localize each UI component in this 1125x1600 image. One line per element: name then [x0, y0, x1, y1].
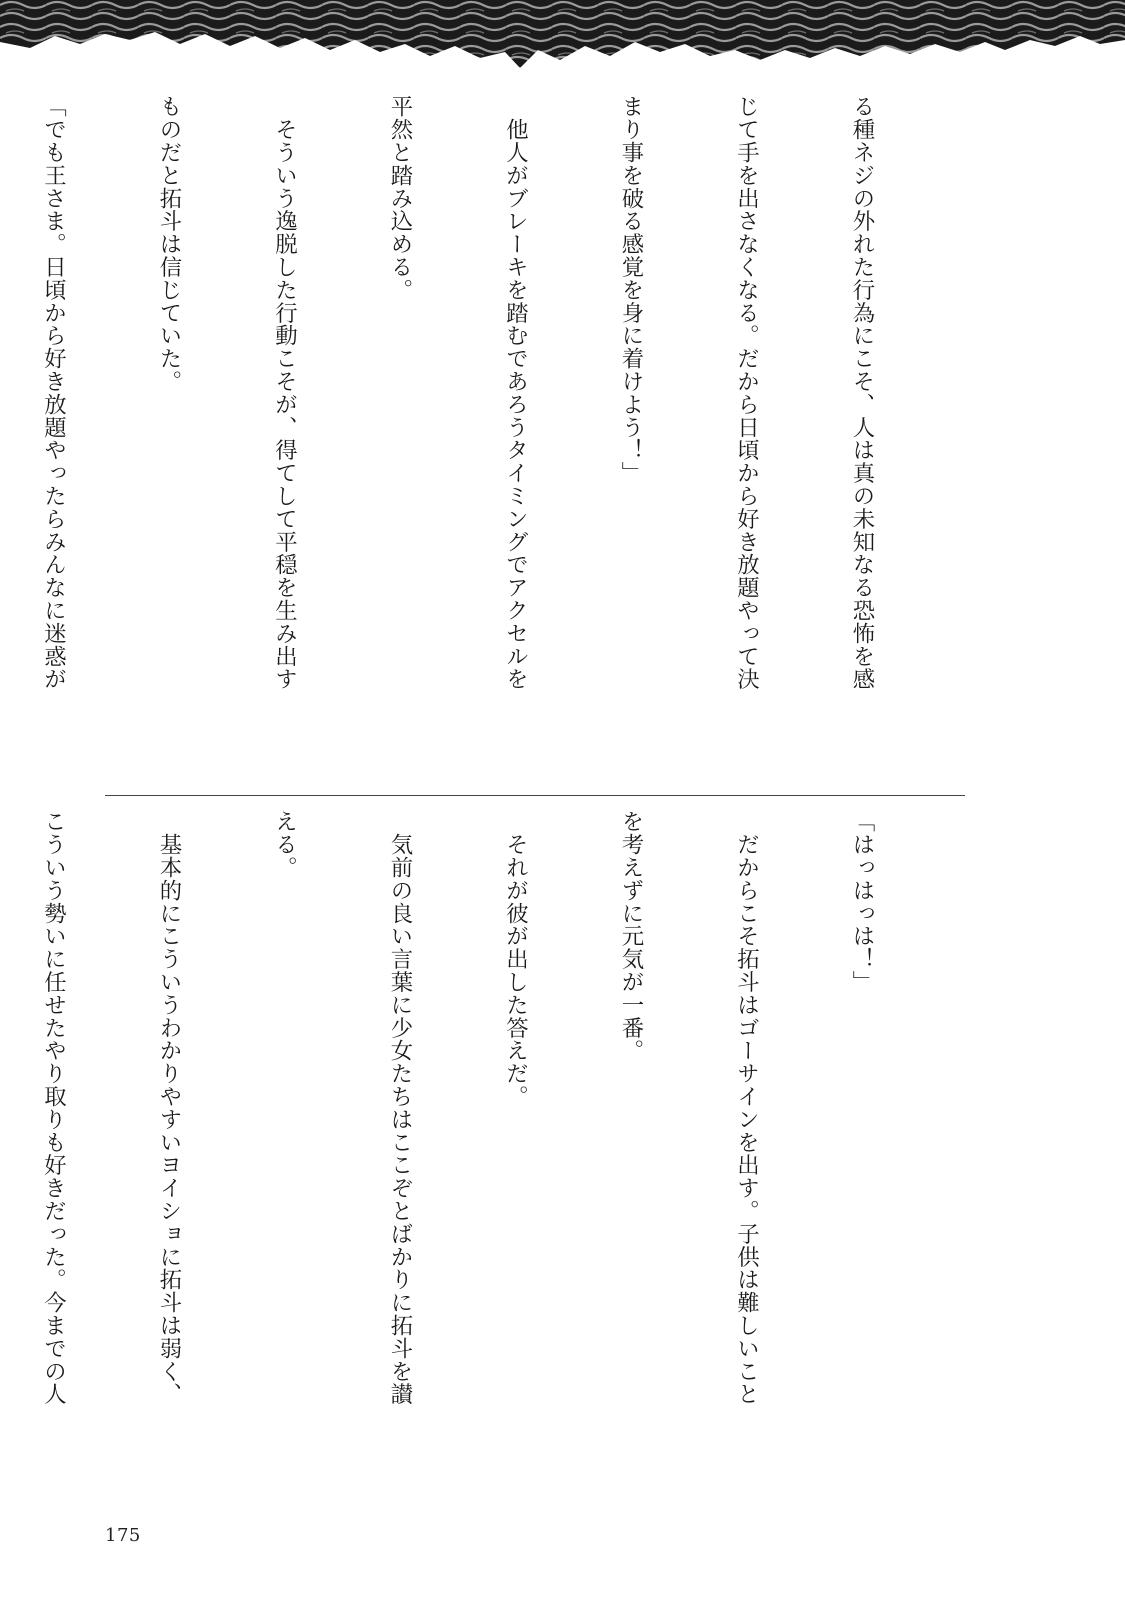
text-line: だからこそ拓斗はゴーサインを出す。子供は難しいこと: [733, 810, 760, 1406]
text-line: 他人がブレーキを踏むであろうタイミングでアクセルを: [502, 95, 529, 691]
text-line: える。: [271, 810, 298, 879]
text-line: る種ネジの外れた行為にこそ、人は真の未知なる恐怖を感: [849, 95, 875, 691]
page-number: 175: [105, 1525, 141, 1546]
text-line: こういう勢いに任せたやり取りも好きだった。今までの人: [40, 810, 67, 1406]
text-line: を考えずに元気が一番。: [618, 810, 644, 1062]
text-line: ものだと拓斗は信じていた。: [156, 95, 182, 393]
text-line: 気前の良い言葉に少女たちはここぞとばかりに拓斗を讃: [387, 810, 413, 1406]
text-line: 基本的にこういうわかりやすいヨイショに拓斗は弱く、: [156, 810, 182, 1406]
section-divider: [105, 795, 965, 796]
bottom-text-block: [40, 810, 958, 1495]
text-line: まり事を破る感覚を身に着けよう！」: [618, 95, 644, 485]
text-line: 「でも王さま。日頃から好き放題やったらみんなに迷惑が: [40, 95, 67, 691]
text-line: そういう逸脱した行動こそが、得てして平穏を生み出す: [271, 95, 298, 691]
text-line: それが彼が出した答えだ。: [502, 810, 529, 1108]
text-line: 平然と踏み込める。: [387, 95, 413, 302]
torn-paper-header-art: [0, 0, 1125, 80]
text-line: 「はっはっは！」: [849, 810, 875, 994]
text-line: じて手を出さなくなる。だから日頃から好き放題やって決: [733, 95, 760, 691]
top-text-block: [40, 95, 958, 775]
